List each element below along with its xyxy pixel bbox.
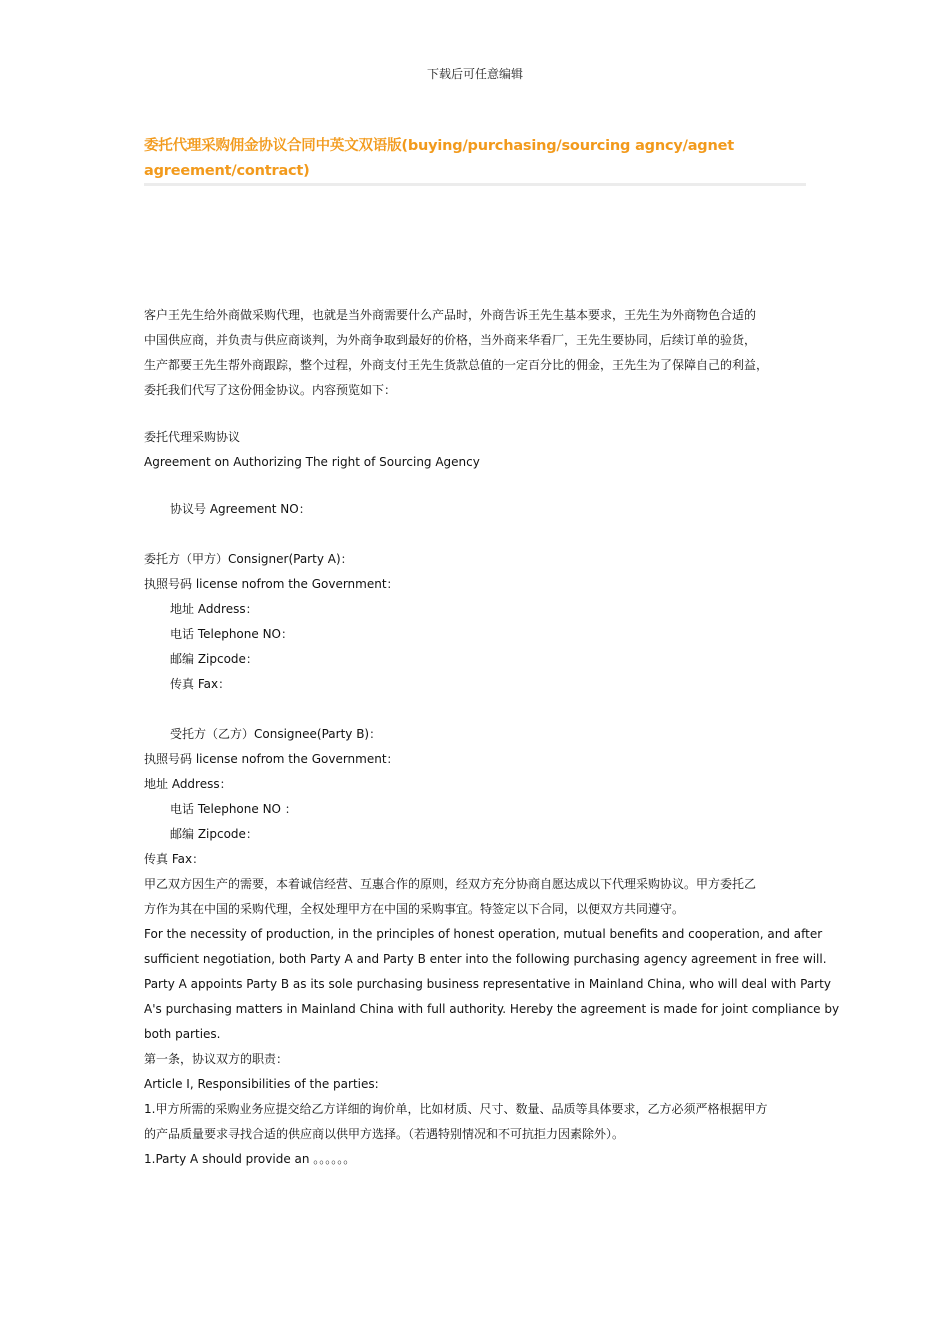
party-b-telephone: 电话 Telephone NO ： [170,802,297,816]
preamble-en-line: both parties. [144,1027,221,1041]
document-body [144,303,840,1172]
party-b-address: 地址 Address： [144,777,232,791]
intro-line: 客户王先生给外商做采购代理，也就是当外商需要什么产品时，外商告诉王先生基本要求，王先生为外商物色合适的 [144,308,757,322]
party-b-license: 执照号码 license nofrom the Government： [144,752,399,766]
header-note: 下载后可任意编辑 [426,67,523,81]
party-a-zipcode: 邮编 Zipcode： [170,652,258,666]
agreement-number: 协议号 Agreement NO： [170,502,311,516]
intro-line: 生产都要王先生帮外商跟踪，整个过程，外商支付王先生货款总值的一定百分比的佣金，王先生为了保障自己的利益， [144,358,769,372]
intro-line: 中国供应商，并负责与供应商谈判，为外商争取到最好的价格，当外商来华看厂，王先生要协同，后续订单的验货， [144,333,757,347]
clause-1-en: 1.Party A should provide an 。。。。。。 [144,1152,356,1166]
party-a-license: 执照号码 license nofrom the Government： [144,577,399,591]
preamble-en-line: A's purchasing matters in Mainland China with full authority. Hereby the agreement is made for joint compliance by [144,1002,840,1016]
preamble-en-line: sufficient negotiation, both Party A and Party B enter into the following purchasing agency agreement in free will. [144,952,827,966]
party-a-address: 地址 Address： [170,602,258,616]
agreement-title-en: Agreement on Authorizing The right of Sourcing Agency [144,455,480,469]
preamble-en-line: For the necessity of production, in the principles of honest operation, mutual benefits and cooperation, and after [144,927,823,941]
clause-1-cn-line: 1.甲方所需的采购业务应提交给乙方详细的询价单，比如材质、尺寸、数量、品质等具体要求，乙方必须严格根据甲方 [144,1102,768,1116]
party-b-zipcode: 邮编 Zipcode： [170,827,258,841]
party-b-fax: 传真 Fax： [144,852,205,866]
article-1-heading-cn: 第一条，协议双方的职责： [144,1052,289,1066]
title-divider [144,183,806,186]
party-a-telephone: 电话 Telephone NO： [170,627,293,641]
document-title[interactable]: 委托代理采购佣金协议合同中英文双语版(buying/purchasing/sourcing agncy/agnet agreement/contract) [144,138,734,179]
clause-1-cn-line: 的产品质量要求寻找合适的供应商以供甲方选择。（若遇特别情况和不可抗拒力因素除外）。 [144,1127,625,1141]
intro-line: 委托我们代写了这份佣金协议。内容预览如下： [144,383,397,397]
agreement-title-cn: 委托代理采购协议 [144,430,241,444]
preamble-en-line: Party A appoints Party B as its sole purchasing business representative in Mainland China, who will deal with Party [144,977,831,991]
preamble-cn-line: 甲乙双方因生产的需要，本着诚信经营、互惠合作的原则，经双方充分协商自愿达成以下代理采购协议。甲方委托乙 [144,877,757,891]
party-a-heading: 委托方（甲方）Consigner(Party A)： [144,552,353,566]
article-1-heading-en: Article I, Responsibilities of the parties: [144,1077,379,1091]
party-b-heading: 受托方（乙方）Consignee(Party B)： [170,727,382,741]
preamble-cn-line: 方作为其在中国的采购代理，全权处理甲方在中国的采购事宜。特签定以下合同，以便双方共同遵守。 [144,902,685,916]
party-a-fax: 传真 Fax： [170,677,231,691]
